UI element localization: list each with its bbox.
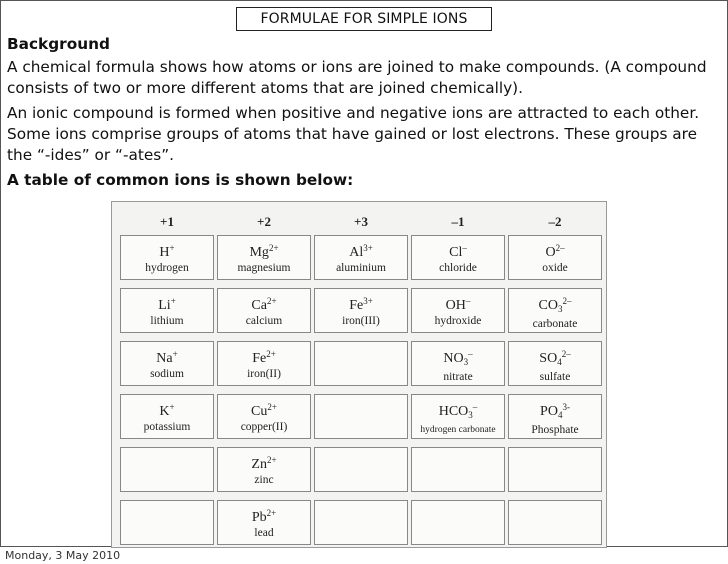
ion-formula [121,399,213,420]
ion-cell [217,235,311,280]
empty-cell [508,447,602,492]
ion-name: calcium [245,315,283,327]
ion-formula [218,346,310,367]
background-text [7,34,719,195]
ion-symbol: Li [158,298,171,313]
ion-name: zinc [254,474,274,486]
ion-charge: – [468,349,473,359]
empty-cell [314,394,408,439]
ion-formula [218,452,310,473]
ion-name: carbonate [532,318,578,330]
ion-name: nitrate [443,371,473,383]
ion-symbol: Fe [349,298,364,313]
ion-symbol: K [159,404,170,419]
footer-date: Monday, 3 May 2010 [5,549,121,562]
slide-title: FORMULAE FOR SIMPLE IONS [236,7,492,31]
ion-symbol: Cl [449,245,463,260]
ion-formula [412,293,504,314]
ion-charge: 2– [555,243,565,253]
column-header: –1 [451,214,465,229]
ion-formula [315,240,407,261]
empty-cell [508,500,602,545]
ion-name: hydrogen [145,262,189,274]
ion-cell [314,235,408,280]
ion-cell [411,394,505,439]
ion-symbol: Fe [252,351,267,366]
ion-cell [411,288,505,333]
ion-cell [217,288,311,333]
ion-subscript: 4 [557,410,563,420]
ion-cell [508,341,602,386]
ion-charge: 2+ [266,296,277,306]
ion-formula [218,240,310,261]
column-header: +3 [354,214,368,229]
ion-name: sodium [150,368,184,380]
ion-formula [218,505,310,526]
ion-symbol: Pb [251,510,267,525]
ion-charge: + [169,243,175,253]
ion-formula [121,240,213,261]
ion-symbol: HCO [438,404,469,419]
ion-symbol: O [545,245,556,260]
ion-symbol: Al [349,245,364,260]
ion-symbol: Ca [251,298,267,313]
empty-cell [411,447,505,492]
ion-charge: + [170,296,176,306]
table-intro: A table of common ions is shown below: [7,171,354,189]
ion-cell [508,288,602,333]
ion-name: hydrogen carbonate [420,425,496,435]
ion-formula [509,346,601,370]
ion-name: hydroxide [434,315,482,327]
column-header: +2 [257,214,271,229]
ion-charge: 2+ [267,402,277,412]
ion-table-image [111,201,607,548]
ion-charge: 2+ [266,349,276,359]
ion-name: magnesium [237,262,291,274]
ion-charge: 2+ [268,243,279,253]
ion-formula [218,399,310,420]
ion-subscript: 4 [557,357,562,367]
ion-formula [121,293,213,314]
ion-symbol: PO [540,404,558,419]
ion-cell [217,394,311,439]
ion-charge: 2– [561,349,571,359]
ion-charge: – [472,402,478,412]
empty-cell [120,447,214,492]
ion-formula [412,399,504,423]
ion-charge: 2+ [266,508,277,518]
ion-charge: – [462,243,467,253]
empty-cell [120,500,214,545]
ion-cell [120,394,214,439]
ion-charge: + [172,349,178,359]
ion-name: Phosphate [531,424,579,436]
ion-cell [411,341,505,386]
ion-formula [412,346,504,370]
empty-cell [314,447,408,492]
ion-name: iron(II) [247,368,281,380]
background-heading: Background [7,35,110,53]
ion-cell [120,235,214,280]
ion-charge: 3+ [363,296,373,306]
ion-name: sulfate [539,371,571,383]
ion-charge: 3+ [363,243,373,253]
background-paragraph-1: A chemical formula shows how atoms or ions are joined to make compounds. (A compound consists of two or more different atoms that are joined chemically). [7,58,707,97]
ion-charge: – [465,296,471,306]
ion-name: oxide [542,262,568,274]
ion-cell [120,341,214,386]
ion-name: lithium [150,315,184,327]
column-header: +1 [160,214,174,229]
ion-formula [509,399,601,423]
ion-name: lead [254,527,274,539]
ion-formula [509,293,601,317]
ion-formula [218,293,310,314]
ion-cell [217,500,311,545]
ion-symbol: Na [156,351,173,366]
ion-symbol: CO [538,298,558,313]
ion-symbol: NO [443,351,464,366]
ion-subscript: 3 [557,304,563,314]
empty-cell [411,500,505,545]
background-paragraph-2: An ionic compound is formed when positive and negative ions are attracted to each other. Some ions comprise groups of atoms that have gained or lost electrons. These groups are the “-ides” or “-ates”. [7,104,700,164]
ion-cell [314,288,408,333]
ion-name: potassium [143,421,191,433]
ion-subscript: 3 [468,410,473,420]
ion-cell [120,288,214,333]
ion-cell [217,447,311,492]
ion-cell [217,341,311,386]
ion-charge: 2– [562,296,572,306]
ion-symbol: SO [539,351,558,366]
ion-symbol: Zn [251,457,267,472]
ion-symbol: H [159,245,170,260]
ion-cell [411,235,505,280]
ion-formula [315,293,407,314]
ion-name: aluminium [336,262,386,274]
ion-cell [508,394,602,439]
ion-subscript: 3 [463,357,469,367]
ion-name: iron(III) [342,315,380,327]
ion-formula [509,240,601,261]
ion-name: copper(II) [240,421,288,433]
ion-name: chloride [439,262,477,274]
ion-formula [412,240,504,261]
empty-cell [314,341,408,386]
ion-cell [508,235,602,280]
ion-charge: 2+ [266,455,277,465]
ion-charge: 3- [562,402,570,412]
column-header: –2 [548,214,562,229]
empty-cell [314,500,408,545]
ion-symbol: Cu [251,404,268,419]
ion-symbol: Mg [249,245,269,260]
ion-charge: + [169,402,175,412]
ion-symbol: OH [445,298,466,313]
ion-formula [121,346,213,367]
